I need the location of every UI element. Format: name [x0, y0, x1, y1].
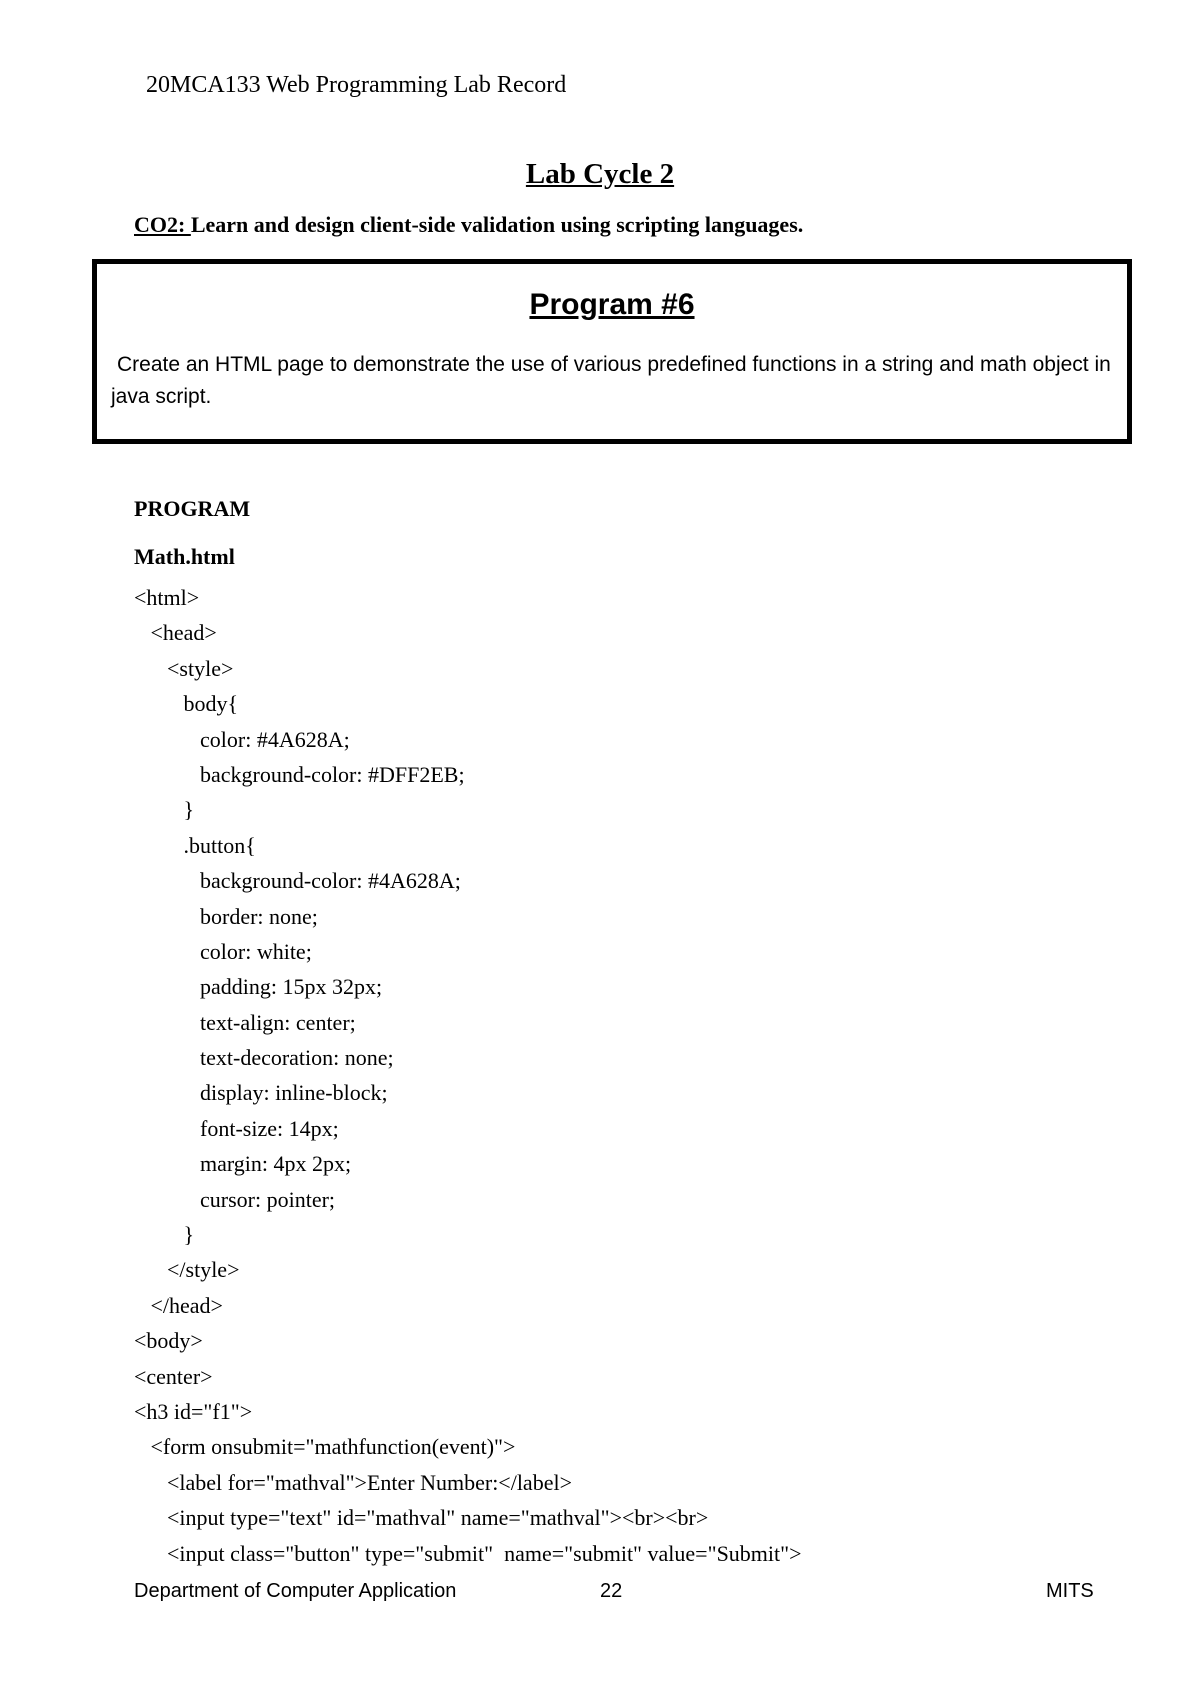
code-line: } — [134, 1222, 195, 1248]
code-line: .button{ — [134, 832, 256, 858]
code-listing — [134, 580, 802, 1571]
code-line: <center> — [134, 1363, 213, 1389]
code-line: </head> — [134, 1292, 223, 1318]
code-line: font-size: 14px; — [134, 1115, 339, 1141]
code-line: background-color: #DFF2EB; — [134, 761, 465, 787]
code-line: text-decoration: none; — [134, 1045, 394, 1071]
program-heading: PROGRAM — [134, 496, 251, 521]
code-line: <html> — [134, 585, 200, 610]
code-line: display: inline-block; — [134, 1080, 388, 1106]
file-name: Math.html — [134, 544, 235, 569]
code-line: padding: 15px 32px; — [134, 974, 383, 1000]
program-box — [92, 259, 1132, 444]
footer-page-number: 22 — [600, 1580, 623, 1602]
code-line: <h3 id="f1"> — [134, 1398, 253, 1424]
code-line: margin: 4px 2px; — [134, 1151, 352, 1177]
code-line: <head> — [134, 620, 217, 646]
footer-department: Department of Computer Application — [134, 1580, 457, 1602]
program-title: Program #6 — [529, 288, 695, 321]
code-line: cursor: pointer; — [134, 1186, 336, 1212]
code-line: <input class="button" type="submit" name="submit" value="Submit"> — [134, 1540, 802, 1566]
code-line: border: none; — [134, 903, 318, 929]
code-line: </style> — [134, 1257, 240, 1283]
code-line: text-align: center; — [134, 1009, 356, 1035]
code-line: <body> — [134, 1328, 203, 1354]
code-line: color: white; — [134, 938, 312, 964]
footer-institution: MITS — [1046, 1580, 1094, 1602]
code-line: <style> — [134, 655, 234, 681]
code-line: color: #4A628A; — [134, 726, 350, 752]
course-outcome — [134, 212, 803, 238]
program-description: Create an HTML page to demonstrate the use of various predefined functions in a string and math object in java script. — [111, 353, 1111, 408]
code-line: } — [134, 797, 195, 823]
code-line: <input type="text" id="mathval" name="mathval"><br><br> — [134, 1505, 709, 1531]
code-line: body{ — [134, 691, 239, 717]
course-outcome-label: CO2: — [134, 212, 191, 237]
lab-cycle-heading: Lab Cycle 2 — [525, 158, 675, 190]
running-header: 20MCA133 Web Programming Lab Record — [146, 72, 567, 98]
code-line: <form onsubmit="mathfunction(event)"> — [134, 1434, 516, 1460]
code-line: <label for="mathval">Enter Number:</label> — [134, 1469, 572, 1495]
code-line: background-color: #4A628A; — [134, 868, 461, 894]
course-outcome-text: Learn and design client-side validation using scripting languages. — [190, 212, 804, 237]
